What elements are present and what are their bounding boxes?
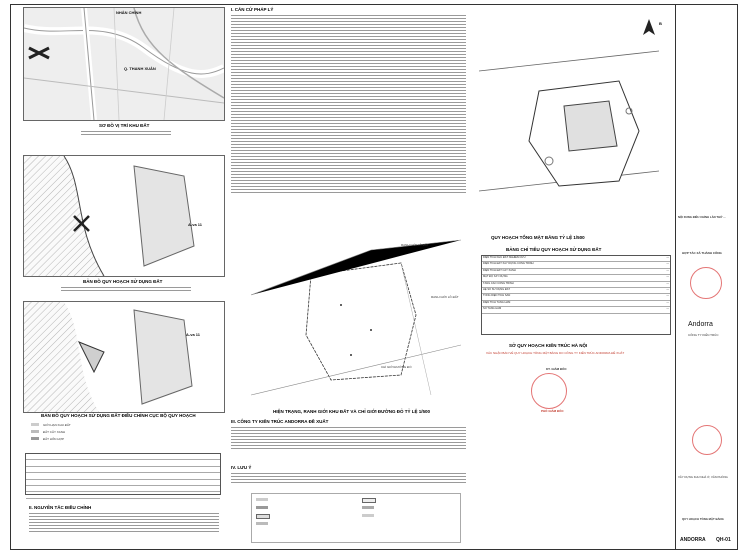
location-map-title: SƠ ĐỒ VỊ TRÍ KHU ĐẤT [99, 123, 150, 128]
approval-text: XÁC NHẬN BẢN VẼ QUY HOẠCH TỔNG MẶT BẰNG DO CÔNG TY KIẾN TRÚC ANDORRA ĐỀ XUẤT [486, 351, 625, 355]
adjusted-map-title: BẢN ĐỒ QUY HOẠCH SỬ DỤNG ĐẤT ĐIỀU CHỈNH CỤC BỘ QUY HOẠCH [41, 413, 196, 418]
master-plan-title: QUY HOẠCH TỔNG MẶT BẰNG TỶ LỆ 1/500 [491, 235, 585, 240]
site-drawing-title: HIỆN TRẠNG, RANH GIỚI KHU ĐẤT VÀ CHỈ GIỚI ĐƯỜNG ĐỎ TỶ LỆ 1/500 [273, 409, 431, 414]
section-3-heading: III. CÔNG TY KIẾN TRÚC ANDORRA ĐỀ XUẤT [231, 419, 329, 424]
table-row: TẦNG CAO CÔNG TRÌNH — [482, 282, 670, 288]
site-boundary-drawing [251, 235, 461, 405]
landuse-map [23, 155, 225, 277]
section-4-text [231, 471, 466, 485]
table-row: DIỆN TÍCH TẦNG HẦM — [482, 301, 670, 307]
road-label-3: RANH GIỚI LÔ ĐẤT [431, 295, 459, 299]
left-comparison-table [25, 453, 221, 495]
landuse-map-graphic [24, 156, 224, 276]
plot-code-2: A-va 11 [186, 332, 201, 337]
section-3-text [231, 425, 466, 451]
firm-stamp [692, 425, 722, 455]
landuse-note [61, 285, 191, 293]
table-title: BẢNG CHỈ TIÊU QUY HOẠCH SỬ DỤNG ĐẤT [506, 247, 602, 252]
street-label: NHÂN CHÍNH [116, 10, 142, 15]
bottom-legend [251, 493, 461, 543]
site-boundary-graphic [251, 235, 461, 405]
brand-logo: Andorra [688, 321, 713, 328]
landuse-index-table [481, 255, 671, 335]
north-label: B [659, 21, 662, 26]
approval-stamp [531, 373, 567, 409]
title-block [675, 5, 738, 550]
table-row: DIỆN TÍCH ĐẤT CÂY XANH — [482, 269, 670, 275]
approval-role-2: PHÓ GIÁM ĐỐC [541, 409, 564, 413]
road-label-2: CHỈ GIỚI ĐƯỜNG ĐỎ [381, 365, 412, 369]
table-row: TỔNG DIỆN TÍCH SÀN — [482, 294, 670, 300]
approval-role: KT. GIÁM ĐỐC [546, 367, 567, 371]
client-stamp [690, 267, 722, 299]
plot-code-1: A-va 11 [188, 222, 203, 227]
legend-row-1: GIỚI HẠN KHU ĐẤT [43, 423, 71, 427]
approval-agency: SỞ QUY HOẠCH KIẾN TRÚC HÀ NỘI [509, 343, 588, 348]
sheet-name: QUY HOẠCH TỔNG MẶT BẰNG [682, 517, 724, 521]
table-row: SỐ TẦNG HẦM — [482, 307, 670, 313]
legend-row-3: ĐẤT HỖN HỢP [43, 437, 65, 441]
section-1-heading: I. CĂN CỨ PHÁP LÝ [231, 7, 274, 12]
table-row: HỆ SỐ SỬ DỤNG ĐẤT — [482, 288, 670, 294]
revision-header: NỘI DUNG ĐIỀU CHỈNH LẦN THỨ ... [678, 215, 726, 219]
landuse-map-title: BẢN ĐỒ QUY HOẠCH SỬ DỤNG ĐẤT [83, 279, 163, 284]
project-name: XÂY DỰNG KHU NHÀ Ở, VĂN PHÒNG [678, 475, 728, 479]
table-row: DIỆN TÍCH ĐẤT XÂY DỰNG CÔNG TRÌNH — [482, 262, 670, 268]
drawing-sheet [10, 4, 738, 550]
master-plan-graphic [469, 11, 669, 231]
road-label-1: RANH GIỚI LÔ ĐẤT [401, 243, 429, 247]
section-4-heading: IV. LƯU Ý [231, 465, 252, 470]
district-label: Q. THANH XUÂN [124, 66, 156, 71]
location-note [81, 129, 171, 137]
sheet-code: QH-01 [716, 537, 731, 543]
client-name: HỢP TÁC XÃ THÀNH CÔNG [682, 251, 722, 255]
master-plan-drawing [469, 11, 669, 231]
table-row: MẬT ĐỘ XÂY DỰNG — [482, 275, 670, 281]
section-1-text [231, 13, 466, 195]
location-map-graphic [24, 8, 224, 120]
company-name: ANDORRA [680, 537, 706, 543]
location-map [23, 7, 225, 121]
section-2-heading: II. NGUYÊN TẮC ĐIỀU CHỈNH [29, 505, 92, 510]
north-arrow-icon [643, 19, 655, 35]
adjusted-map-graphic [24, 302, 224, 412]
small-legend [31, 423, 131, 445]
section-2-text [29, 511, 219, 534]
legend-row-2: ĐẤT CÂY XANH [43, 430, 66, 434]
firm-name: CÔNG TY KIẾN TRÚC [688, 333, 719, 337]
table-row: DIỆN TÍCH KHU ĐẤT NGHIÊN CỨU — [482, 256, 670, 262]
adjusted-landuse-map [23, 301, 225, 413]
